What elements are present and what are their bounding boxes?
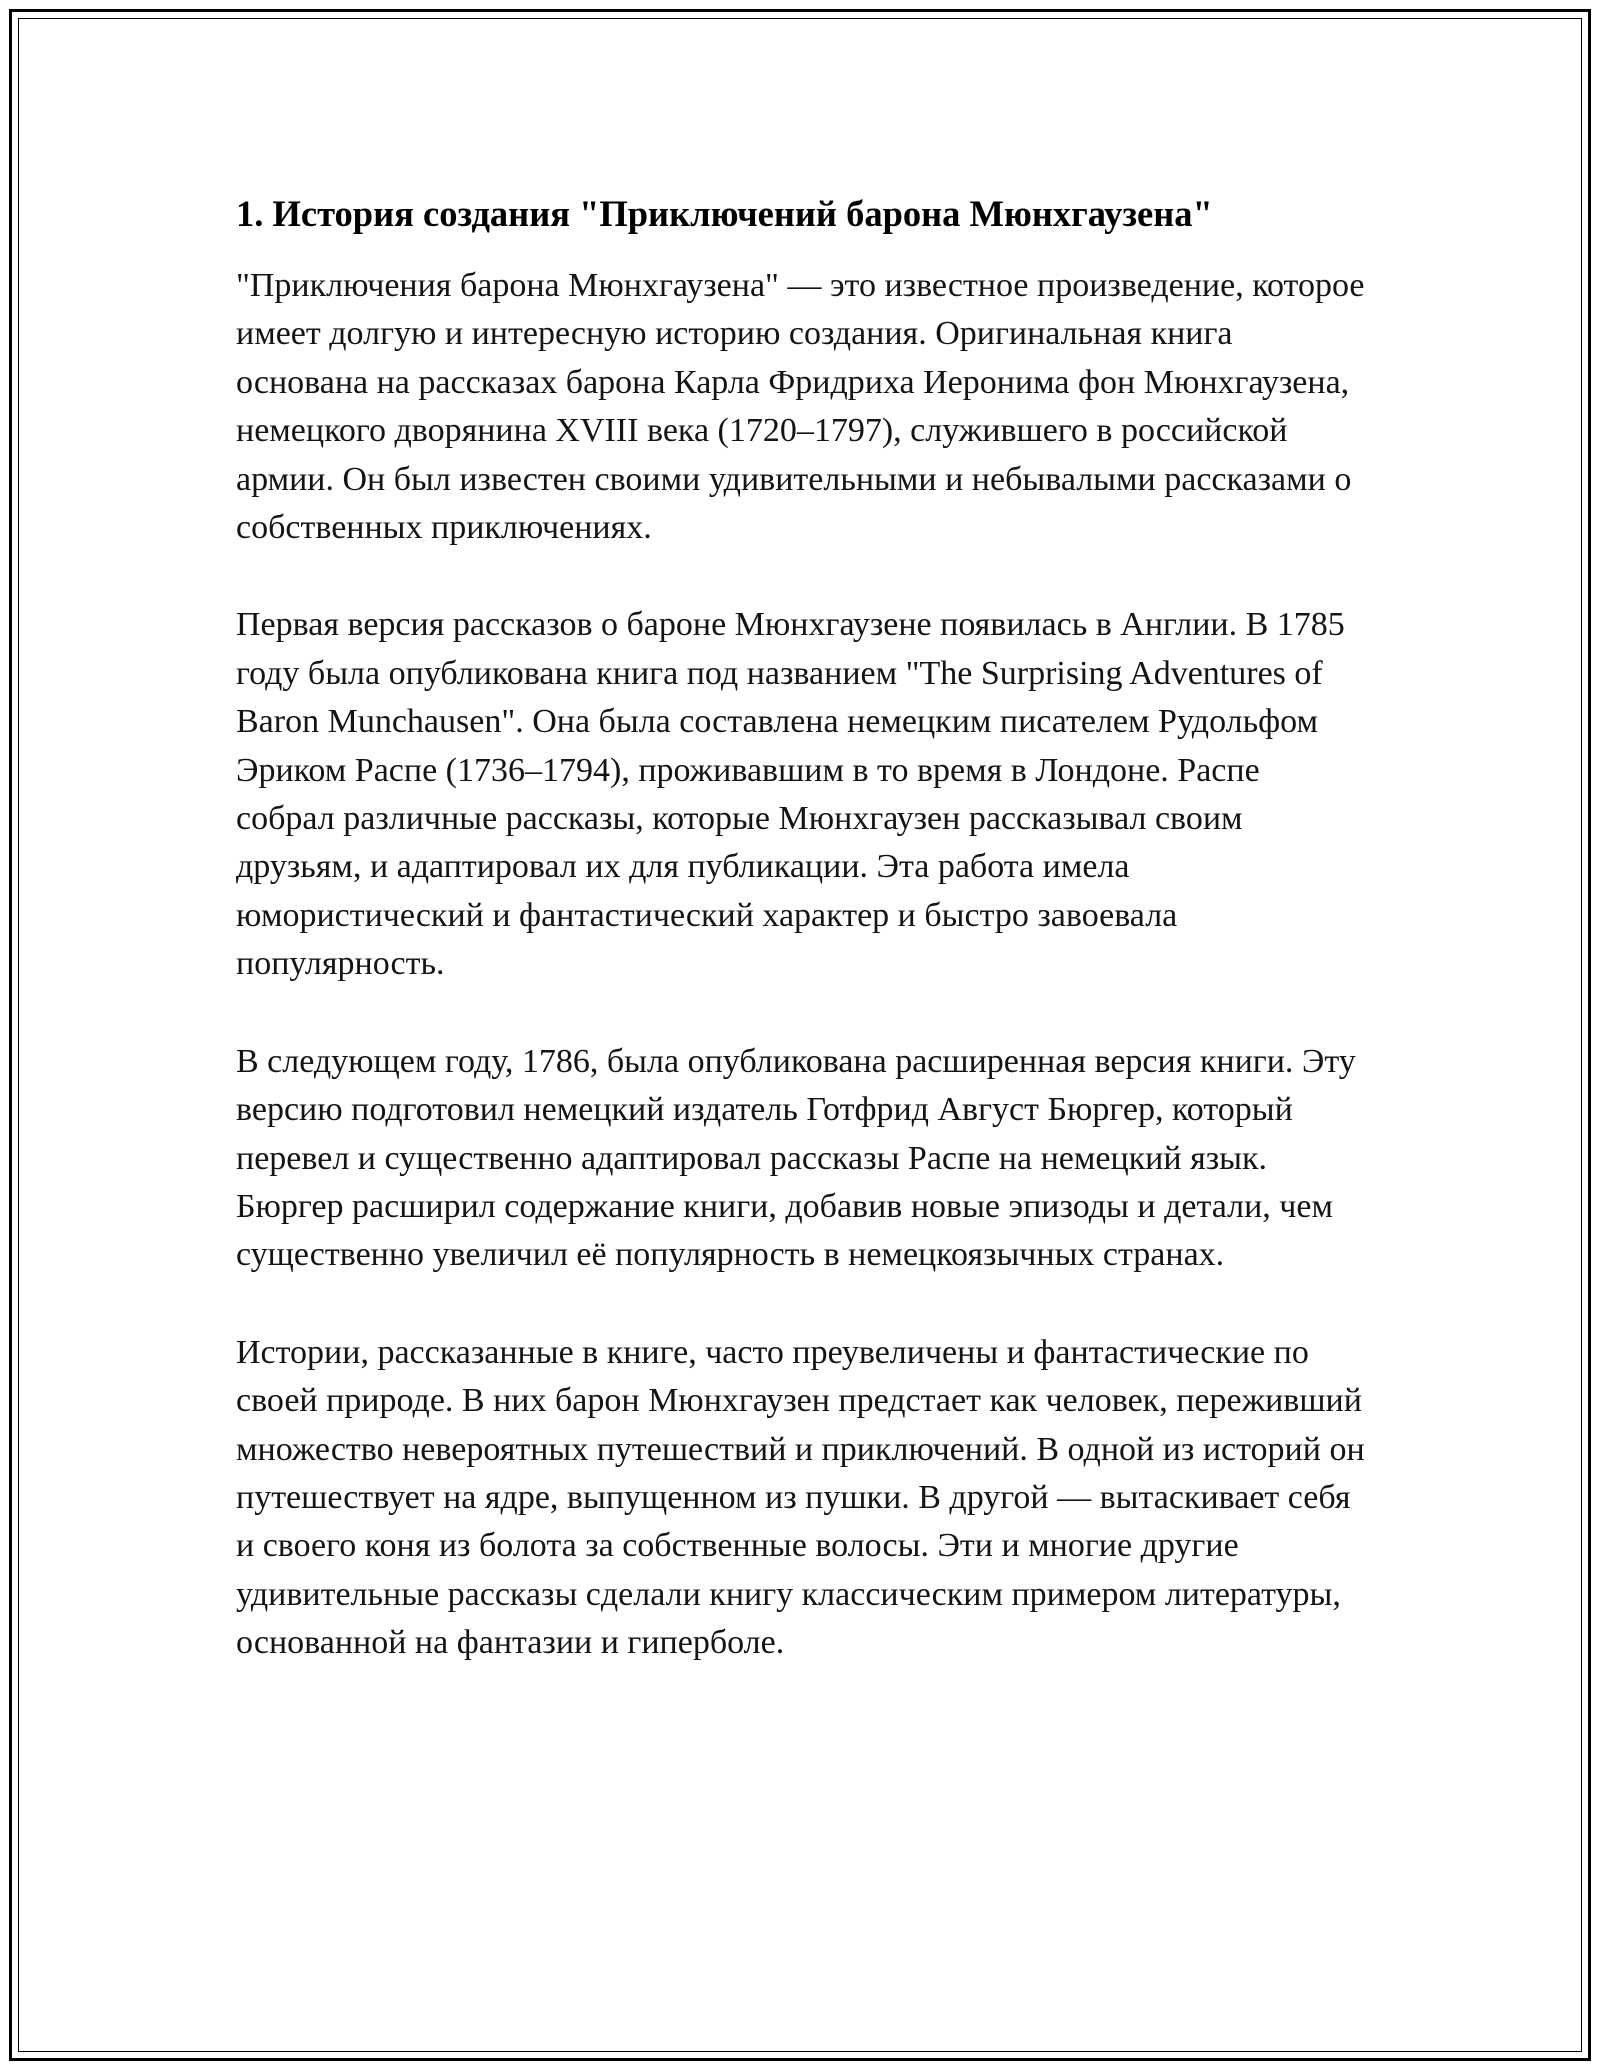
section-heading: 1. История создания "Приключений барона Мюнхгаузена" — [236, 193, 1213, 234]
document-body — [236, 190, 1366, 1717]
paragraph-4: Истории, рассказанные в книге, часто преувеличены и фантастические по своей природе. В них барон Мюнхгаузен предстает как человек, переживший множество невероятных путешествий и приключений. В одной из историй он путешествует на ядре, выпущенном из пушки. В другой — вытаскивает себя и своего коня из болота за собственные волосы. Эти и многие другие удивительные рассказы сделали книгу классическим примером литературы, основанной на фантазии и гиперболе. — [236, 1333, 1365, 1662]
paragraph-2: Первая версия рассказов о бароне Мюнхгаузене появилась в Англии. В 1785 году была опубликована книга под названием "The Surprising Adventures of Baron Munchausen". Она была составлена немецким писателем Рудольфом Эриком Распе (1736–1794), проживавшим в то время в Лондоне. Распе собрал различные рассказы, которые Мюнхгаузен рассказывал своим друзьям, и адаптировал их для публикации. Эта работа имела юмористический и фантастический характер и быстро завоевала популярность. — [236, 606, 1345, 983]
paragraph-3: В следующем году, 1786, была опубликована расширенная версия книги. Эту версию подготовил немецкий издатель Готфрид Август Бюргер, который перевел и существенно адаптировал рассказы Распе на немецкий язык. Бюргер расширил содержание книги, добавив новые эпизоды и детали, чем существенно увеличил её популярность в немецкоязычных странах. — [236, 1042, 1356, 1274]
paragraph-1: "Приключения барона Мюнхгаузена" — это известное произведение, которое имеет долгую и интересную историю создания. Оригинальная книга основана на рассказах барона Карла Фридриха Иеронима фон Мюнхгаузена, немецкого дворянина XVIII века (1720–1797), служившего в российской армии. Он был известен своими удивительными и небывалыми рассказами о собственных приключениях. — [236, 267, 1365, 547]
